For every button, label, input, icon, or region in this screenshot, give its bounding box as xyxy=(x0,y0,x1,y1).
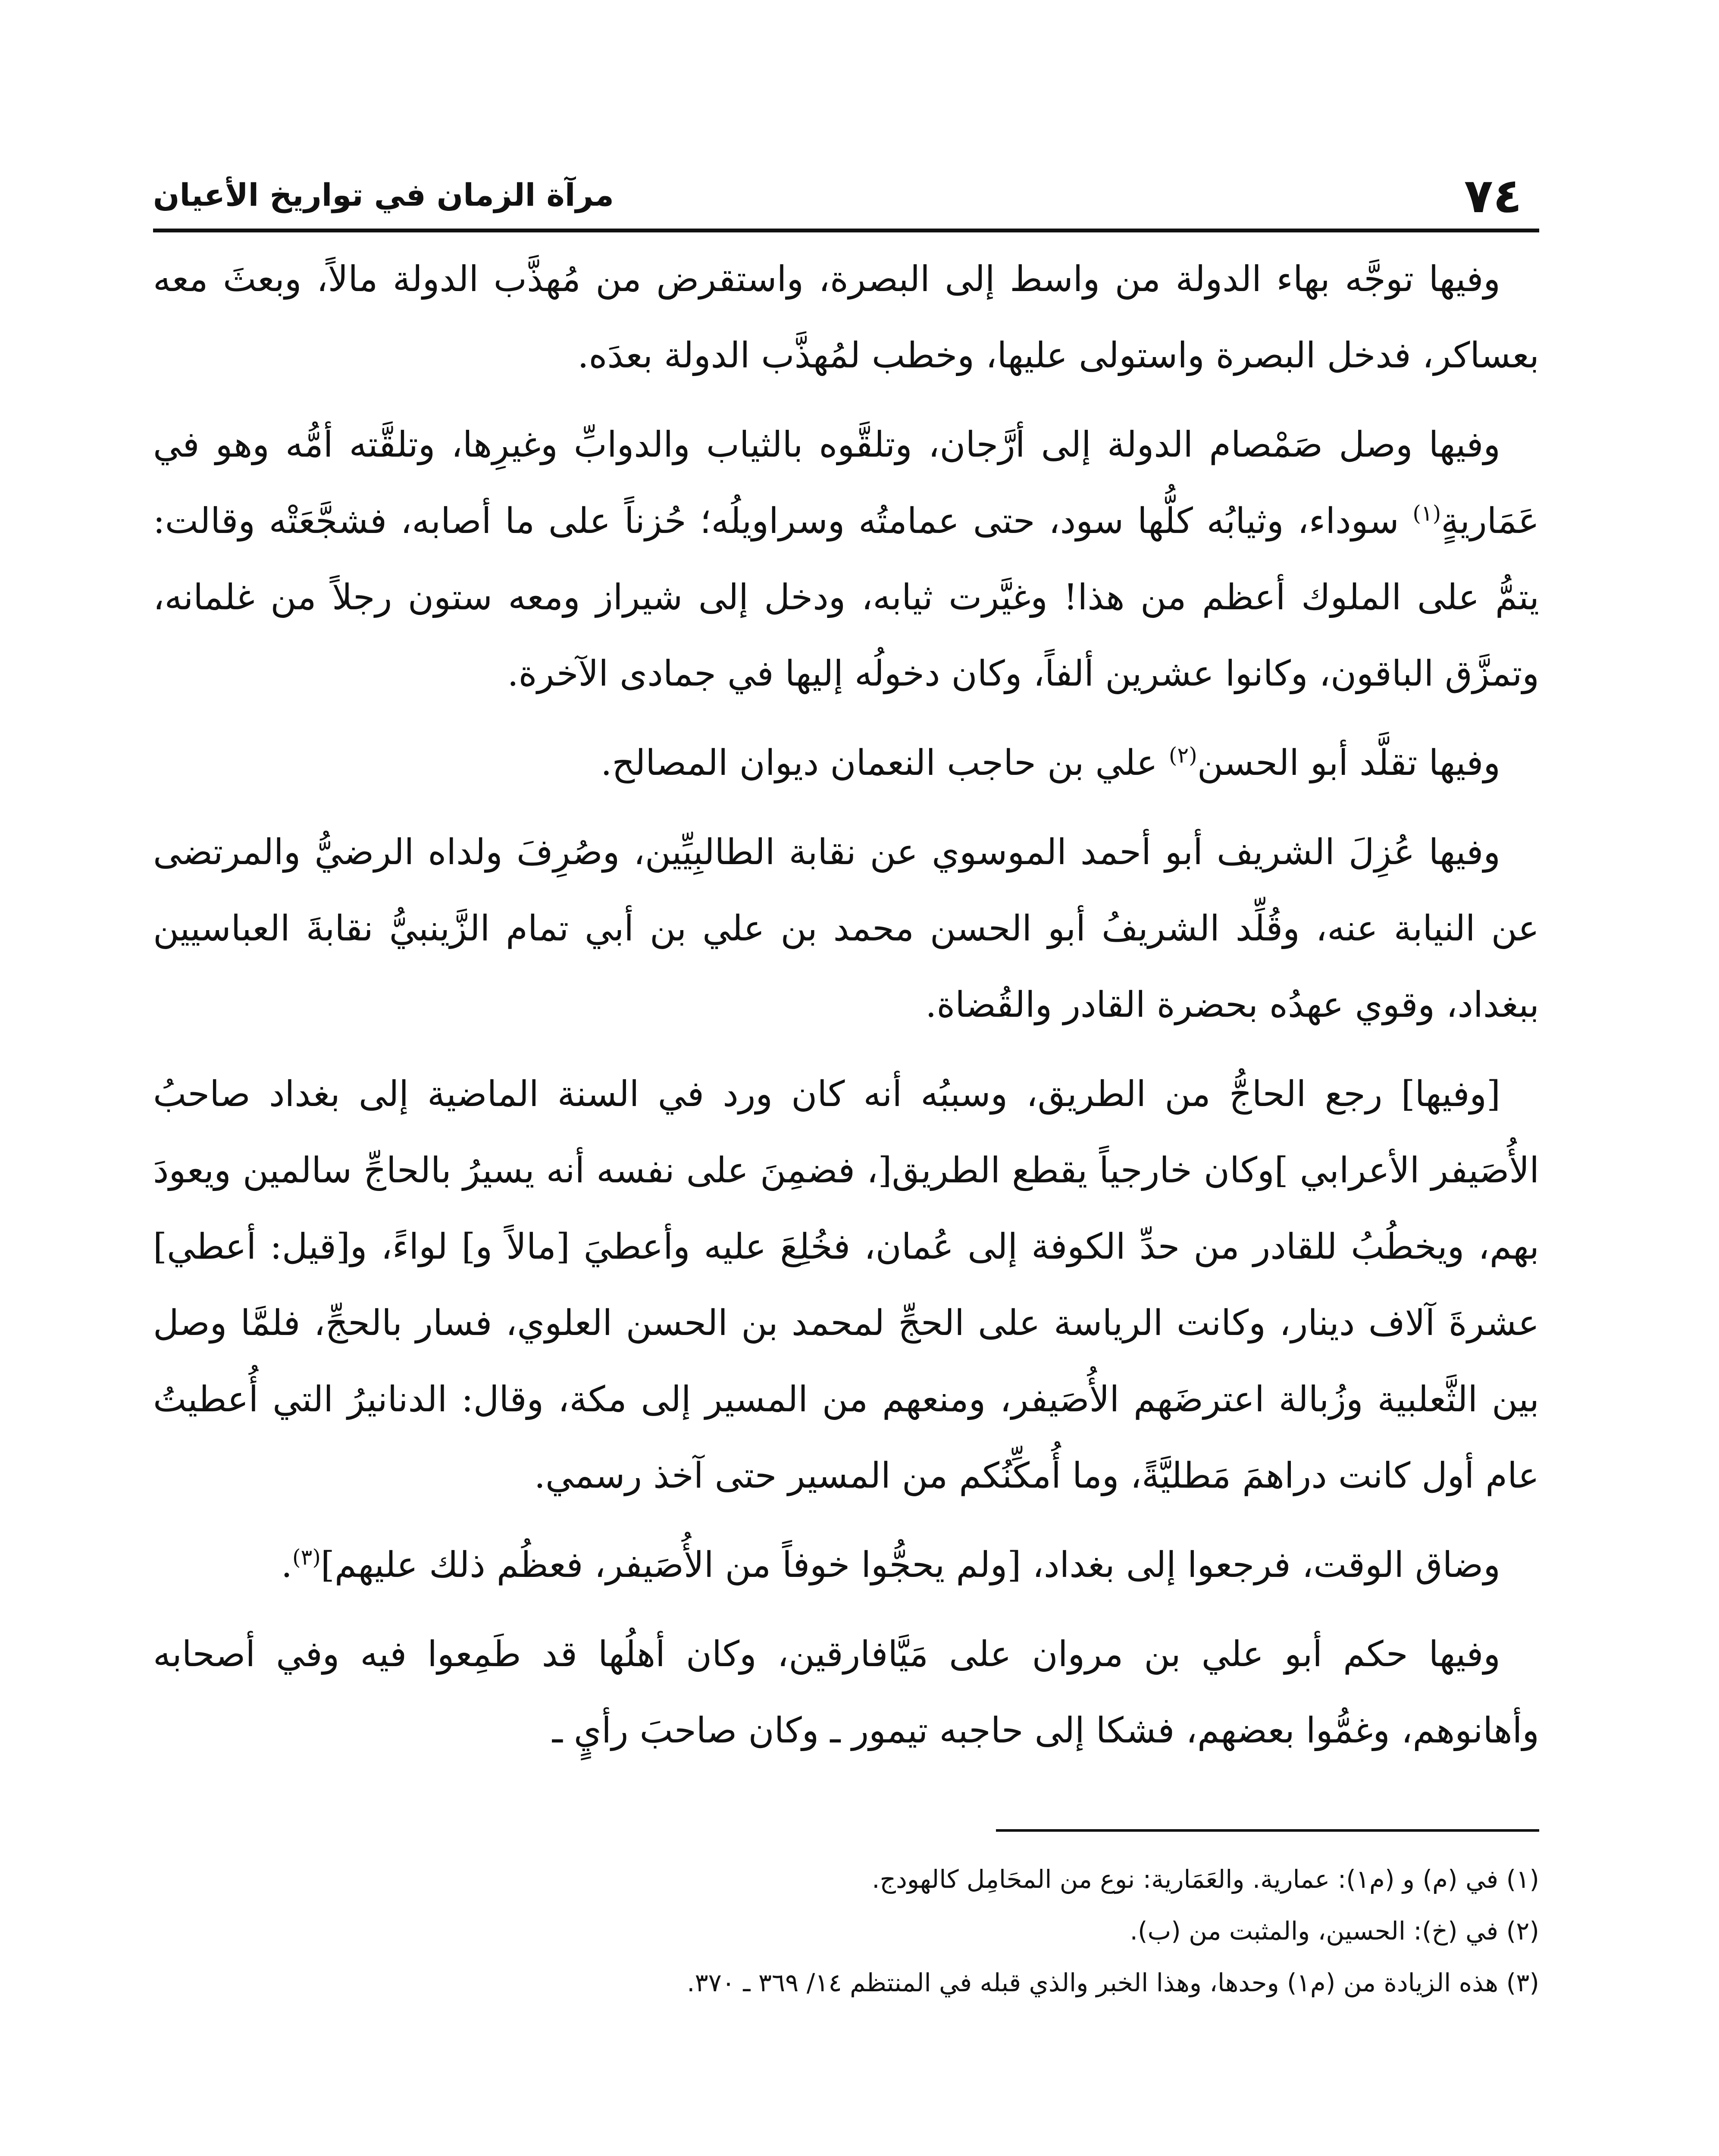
footnote-reference: (٢) xyxy=(1168,743,1197,768)
paragraph-text: سوداء، وثيابُه كلُّها سود، حتى عمامتُه وسراويلُه؛ حُزناً على ما أصابه، فشجَّعَتْه وقالت: يتمُّ على الملوك أعظم من هذا! وغيَّرت ثيابه، ودخل إلى شيراز ومعه ستون رجلاً من غلمانه، وتمزَّق الباقون، وكانوا عشرين ألفاً، وكان دخولُه إليها في جمادى الآخرة. xyxy=(153,501,1539,694)
footnote: (١) في (م) و (م١): عمارية. والعَمَارية: نوع من المحَامِل كالهودج. xyxy=(872,1865,1539,1894)
book-page xyxy=(153,142,1539,2156)
footnote: (٣) هذه الزيادة من (م١) وحدها، وهذا الخبر والذي قبله في المنتظم ١٤/ ٣٦٩ ـ ٣٧٠. xyxy=(687,1968,1539,1997)
paragraph-text: وفيها تقلَّد أبو الحسن xyxy=(1197,743,1500,783)
body-text xyxy=(153,241,1539,1769)
footnote-reference: (٣) xyxy=(292,1545,321,1570)
running-head xyxy=(153,142,1539,232)
paragraph-text: . xyxy=(281,1545,292,1586)
paragraph: وفيها عُزِلَ الشريف أبو أحمد الموسوي عن نقابة الطالبِيِّين، وصُرِفَ ولداه الرضيُّ والمرتضى عن النيابة عنه، وقُلِّد الشريفُ أبو الحسن محمد بن علي بن أبي تمام الزَّينبيُّ نقابةَ العباسيين ببغداد، وقوي عهدُه بحضرة القادر والقُضاة. xyxy=(153,832,1539,1025)
footnote-reference: (١) xyxy=(1412,501,1441,526)
paragraph xyxy=(153,407,1539,712)
book-title: مرآة الزمان في تواريخ الأعيان xyxy=(153,177,614,213)
footnote: (٢) في (خ): الحسين، والمثبت من (ب). xyxy=(1130,1916,1539,1946)
paragraph: [وفيها] رجع الحاجُّ من الطريق، وسببُه أنه كان ورد في السنة الماضية إلى بغداد صاحبُ الأُصَيفر الأعرابي ]وكان خارجياً يقطع الطريق[، فضمِنَ على نفسه أنه يسيرُ بالحاجِّ سالمين ويعودَ بهم، ويخطُبُ للقادر من حدِّ الكوفة إلى عُمان، فخُلِعَ عليه وأعطيَ [مالاً و] لواءً، و[قيل: أعطي] عشرةَ آلاف دينار، وكانت الرياسة على الحجِّ لمحمد بن الحسن العلوي، فسار بالحجِّ، فلمَّا وصل بين الثَّعلبية وزُبالة اعترضَهم الأُصَيفر، ومنعهم من المسير إلى مكة، وقال: الدنانيرُ التي أُعطيتُ عام أول كانت دراهمَ مَطليَّةً، وما أُمكِّنُكم من المسير حتى آخذ رسمي. xyxy=(153,1074,1539,1496)
paragraph xyxy=(153,1527,1539,1603)
footnote-divider xyxy=(996,1829,1539,1832)
footnotes xyxy=(153,1853,1539,2009)
paragraph-text: علي بن حاجب النعمان ديوان المصالح. xyxy=(601,743,1169,783)
paragraph xyxy=(153,725,1539,801)
paragraph: وفيها حكم أبو علي بن مروان على مَيَّافارقين، وكان أهلُها قد طَمِعوا فيه وفي أصحابه وأهانوهم، وغمُّوا بعضهم، فشكا إلى حاجبه تيمور ـ وكان صاحبَ رأيٍ ـ xyxy=(153,1634,1539,1751)
paragraph-text: وفيها وصل صَمْصام الدولة إلى أرَّجان، وتلقَّوه بالثياب والدوابِّ وغيرِها، وتلقَّته أمُّه وهو في عَمَاريةٍ xyxy=(153,424,1539,542)
paragraph-text: وضاق الوقت، فرجعوا إلى بغداد، [ولم يحجُّوا خوفاً من الأُصَيفر، فعظُم ذلك عليهم] xyxy=(320,1545,1500,1586)
paragraph: وفيها توجَّه بهاء الدولة من واسط إلى البصرة، واستقرض من مُهذَّب الدولة مالاً، وبعثَ معه بعساكر، فدخل البصرة واستولى عليها، وخطب لمُهذَّب الدولة بعدَه. xyxy=(153,259,1539,376)
page-number: ٧٤ xyxy=(1464,168,1522,223)
